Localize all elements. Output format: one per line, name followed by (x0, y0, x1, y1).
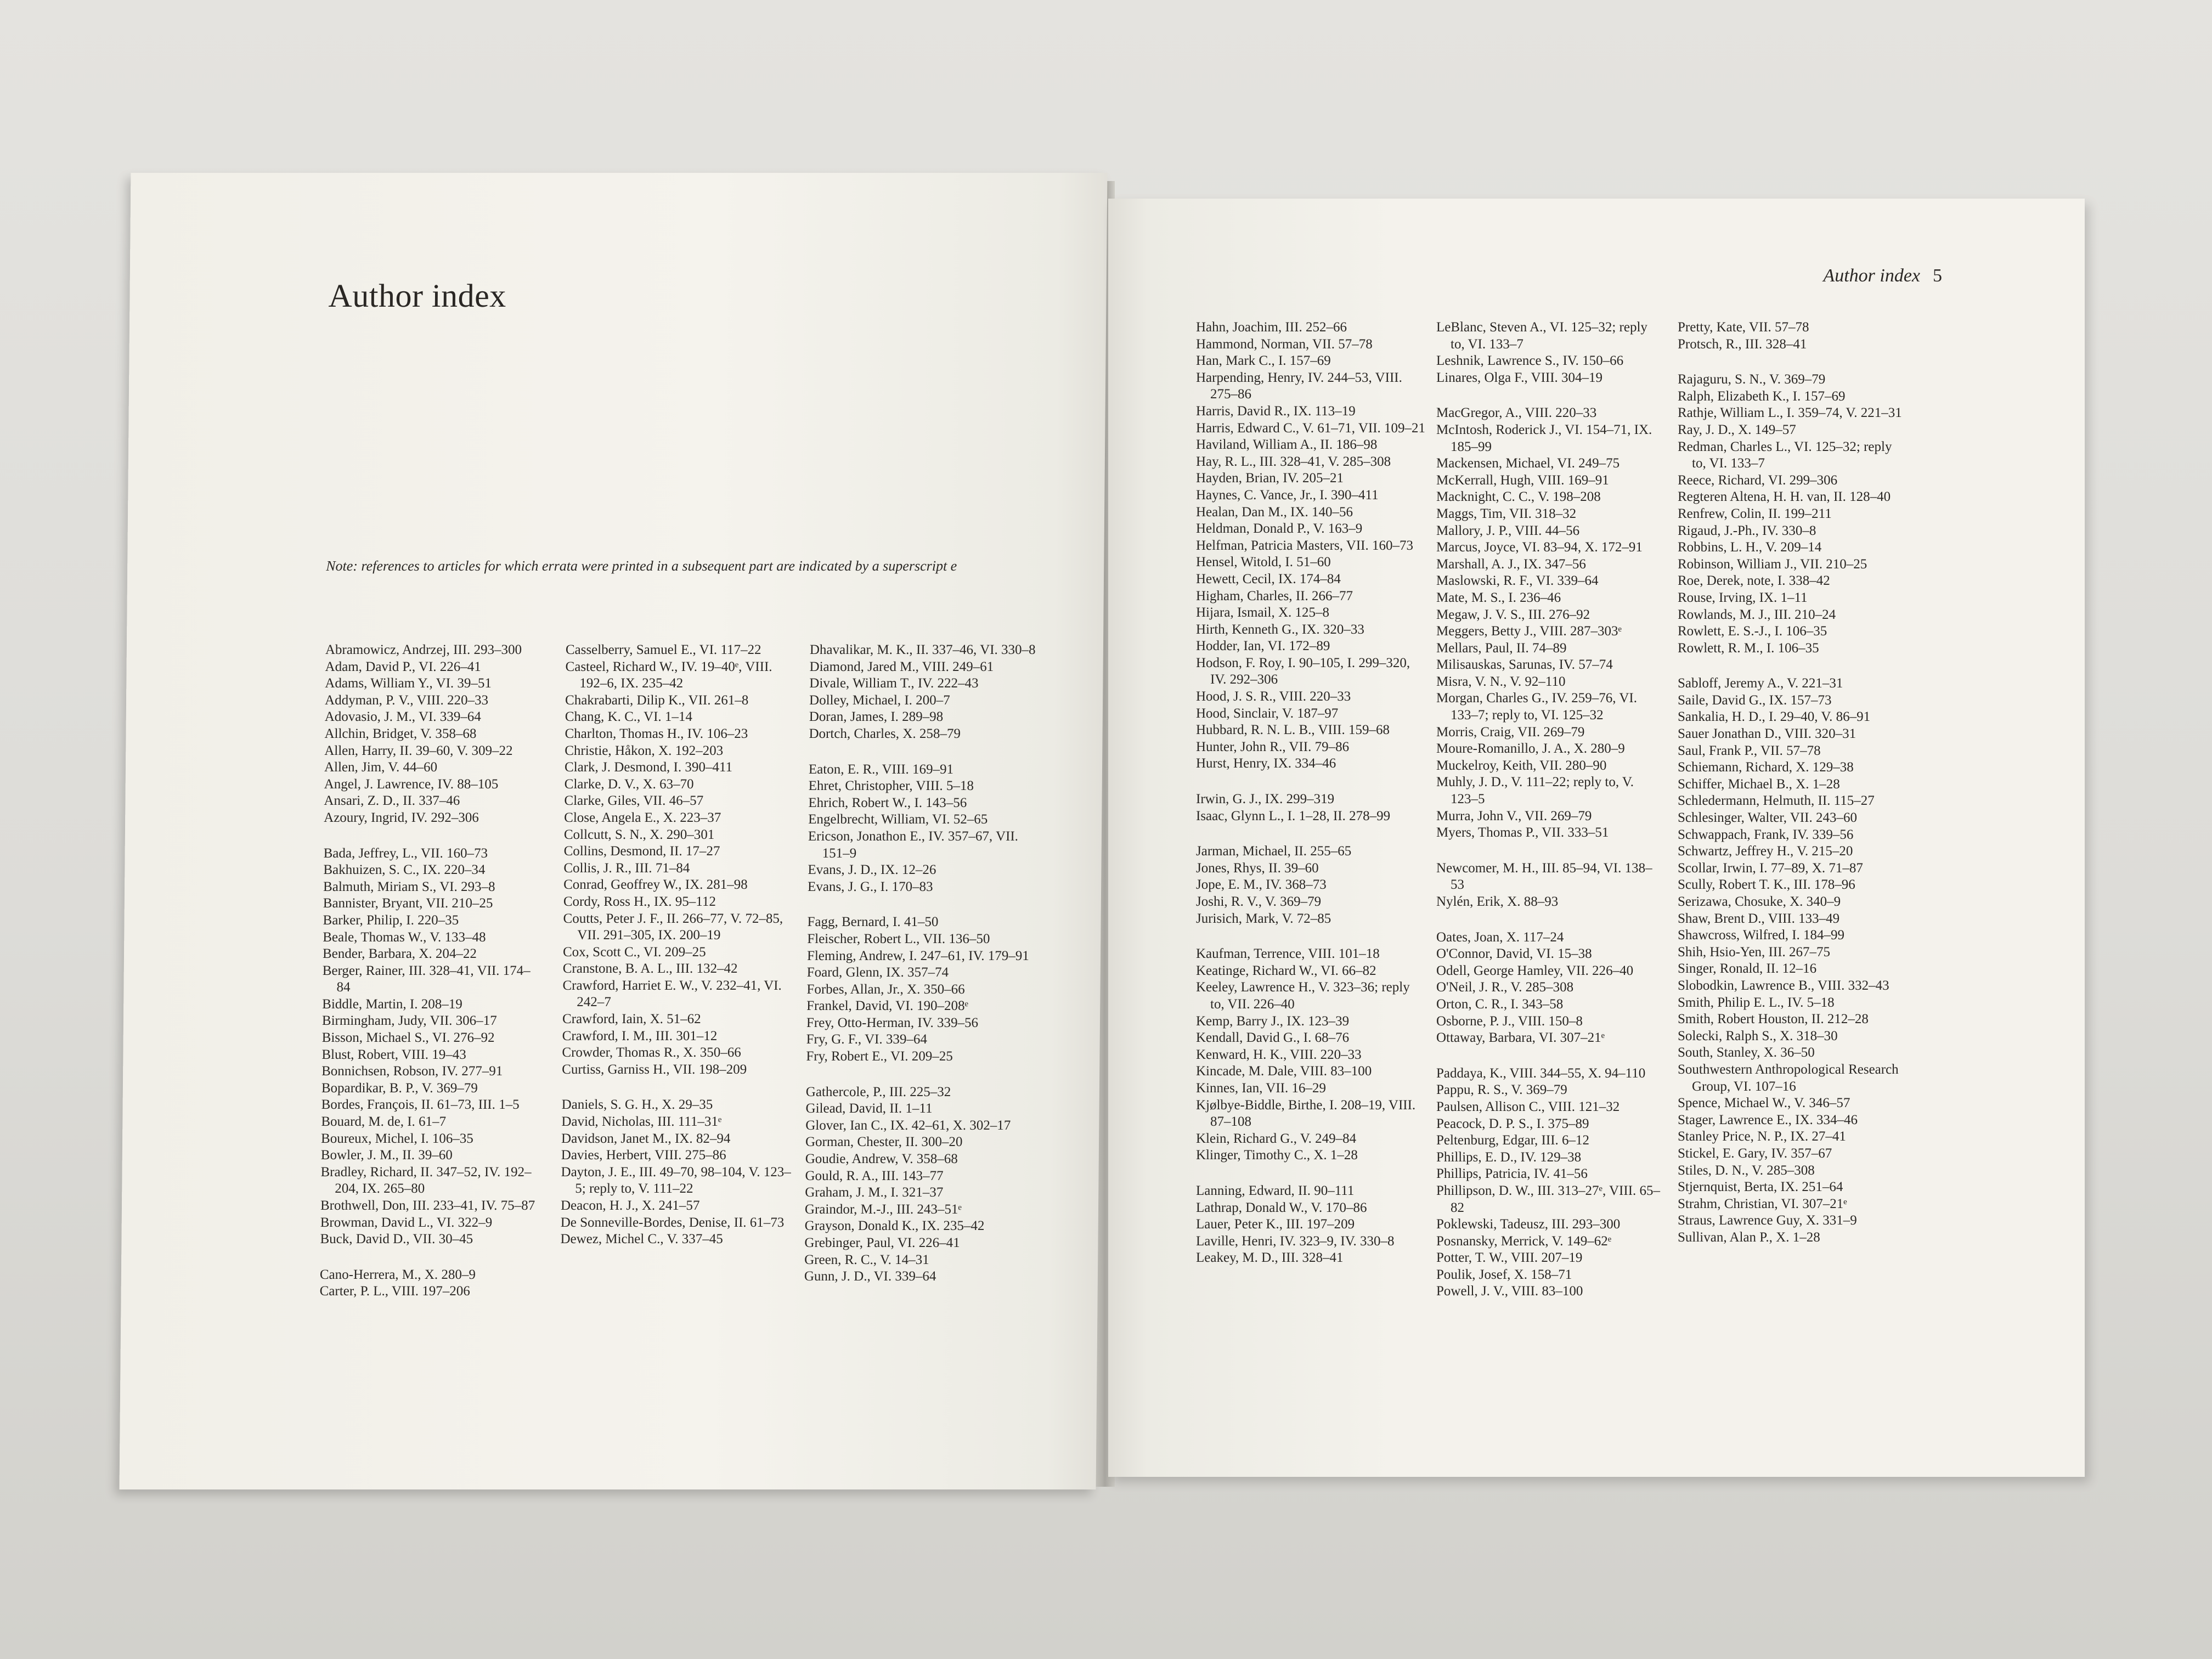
index-entry: Bowler, J. M., II. 39–60 (320, 1148, 453, 1163)
index-entry: Clarke, D. V., X. 63–70 (564, 776, 694, 792)
index-entry: Heldman, Donald P., V. 163–9 (1196, 521, 1363, 537)
index-entry: Rowlands, M. J., III. 210–24 (1678, 607, 1836, 622)
index-entry: Browman, David L., VI. 322–9 (320, 1215, 493, 1230)
index-entry: Harris, Edward C., V. 61–71, VII. 109–21 (1196, 420, 1426, 436)
index-entry: Smith, Robert Houston, II. 212–28 (1678, 1012, 1869, 1027)
index-entry: Kinnes, Ian, VII. 16–29 (1196, 1080, 1326, 1096)
index-entry: Adam, David P., VI. 226–41 (325, 659, 482, 674)
index-entry: Stiles, D. N., V. 285–308 (1678, 1163, 1815, 1178)
index-entry: Nylén, Erik, X. 88–93 (1436, 894, 1559, 909)
index-entry: Hubbard, R. N. L. B., VIII. 159–68 (1196, 723, 1390, 738)
index-entry: Robbins, L. H., V. 209–14 (1678, 540, 1822, 555)
index-entry: Shawcross, Wilfred, I. 184–99 (1678, 928, 1845, 943)
index-entry: Poulik, Josef, X. 158–71 (1436, 1267, 1572, 1282)
index-entry: Phillipson, D. W., III. 313–27ᵉ, VIII. 65–82 (1436, 1183, 1661, 1215)
index-entry: Daniels, S. G. H., X. 29–35 (561, 1097, 713, 1113)
index-entry: Fagg, Bernard, I. 41–50 (807, 915, 939, 930)
index-entry: Brothwell, Don, III. 233–41, IV. 75–87 (320, 1198, 535, 1213)
index-entry: Peacock, D. P. S., I. 375–89 (1436, 1116, 1589, 1131)
index-entry: Southwestern Anthropological Research Group, VI. 107–16 (1678, 1062, 1899, 1094)
index-entry: Clarke, Giles, VII. 46–57 (564, 793, 704, 809)
index-entry: Jarman, Michael, II. 255–65 (1196, 844, 1352, 859)
index-entry: Fleming, Andrew, I. 247–61, IV. 179–91 (806, 948, 1029, 963)
index-entry: Sabloff, Jeremy A., V. 221–31 (1678, 676, 1843, 691)
index-entry: Hammond, Norman, VII. 57–78 (1196, 336, 1373, 352)
index-entry: Dewez, Michel C., V. 337–45 (560, 1232, 723, 1247)
index-entry: Potter, T. W., VIII. 207–19 (1436, 1250, 1583, 1266)
index-entry: Collis, J. R., III. 71–84 (563, 860, 690, 876)
index-entry: Davidson, Janet M., IX. 82–94 (561, 1131, 731, 1146)
index-entry: Spence, Michael W., V. 346–57 (1678, 1096, 1850, 1111)
index-entry: Frey, Otto-Herman, IV. 339–56 (806, 1015, 979, 1030)
index-entry: Jope, E. M., IV. 368–73 (1196, 877, 1327, 893)
index-entry: Allen, Harry, II. 39–60, V. 309–22 (324, 743, 513, 758)
index-entry: Abramowicz, Andrzej, III. 293–300 (325, 642, 522, 657)
index-entry: LeBlanc, Steven A., VI. 125–32; reply to, VI. 133–7 (1436, 320, 1647, 352)
letter-group-gap (1678, 657, 1908, 675)
index-entry: Foard, Glenn, IX. 357–74 (806, 965, 949, 980)
index-entry: Kjølbye-Biddle, Birthe, I. 208–19, VIII. 87–108 (1196, 1097, 1416, 1130)
index-entry: McKerrall, Hugh, VIII. 169–91 (1436, 472, 1609, 488)
index-entry: Rigaud, J.-Ph., IV. 330–8 (1678, 523, 1816, 538)
index-entry: Bordes, François, II. 61–73, III. 1–5 (321, 1097, 520, 1113)
index-entry: Sauer Jonathan D., VIII. 320–31 (1678, 726, 1857, 742)
index-entry: Paddaya, K., VIII. 344–55, X. 94–110 (1436, 1065, 1646, 1081)
index-entry: Kaufman, Terrence, VIII. 101–18 (1196, 946, 1380, 962)
index-entry: Linares, Olga F., VIII. 304–19 (1436, 370, 1603, 385)
right-page (1108, 199, 2085, 1477)
index-entry: Graham, J. M., I. 321–37 (805, 1185, 944, 1200)
index-entry: Smith, Philip E. L., IV. 5–18 (1678, 995, 1835, 1010)
index-entry: Azoury, Ingrid, IV. 292–306 (324, 810, 479, 825)
index-entry: Peltenburg, Edgar, III. 6–12 (1436, 1133, 1590, 1148)
index-column-4 (1196, 319, 1426, 1267)
index-entry: Saile, David G., IX. 157–73 (1678, 692, 1832, 708)
index-entry: McIntosh, Roderick J., VI. 154–71, IX. 185–99 (1436, 422, 1652, 454)
index-entry: Berger, Rainer, III. 328–41, VII. 174–84 (322, 963, 531, 995)
index-entry: Balmuth, Miriam S., VI. 293–8 (323, 879, 495, 894)
letter-group-gap (1196, 927, 1426, 946)
index-entry: Saul, Frank P., VII. 57–78 (1678, 743, 1821, 758)
index-entry: Gathercole, P., III. 225–32 (805, 1084, 951, 1099)
index-entry: Gorman, Chester, II. 300–20 (805, 1135, 963, 1150)
index-entry: Macknight, C. C., V. 198–208 (1436, 489, 1601, 505)
index-entry: Schwartz, Jeffrey H., V. 215–20 (1678, 844, 1853, 859)
index-entry: Schlesinger, Walter, VII. 243–60 (1678, 810, 1857, 826)
index-entry: Myers, Thomas P., VII. 333–51 (1436, 825, 1609, 840)
index-entry: Marcus, Joyce, VI. 83–94, X. 172–91 (1436, 540, 1643, 555)
index-entry: South, Stanley, X. 36–50 (1678, 1045, 1815, 1060)
letter-group-gap (1196, 1164, 1426, 1183)
index-entry: Bradley, Richard, II. 347–52, IV. 192–204, IX. 265–80 (320, 1164, 532, 1197)
index-entry: Kemp, Barry J., IX. 123–39 (1196, 1013, 1350, 1029)
index-entry: Bada, Jeffrey, L., VII. 160–73 (323, 845, 488, 861)
index-entry: Chakrabarti, Dilip K., VII. 261–8 (565, 692, 749, 708)
index-entry: Collcutt, S. N., X. 290–301 (563, 827, 715, 842)
index-entry: Rathje, William L., I. 359–74, V. 221–31 (1678, 405, 1902, 421)
index-entry: Gilead, David, II. 1–11 (805, 1101, 933, 1116)
index-entry: Dhavalikar, M. K., II. 337–46, VI. 330–8 (809, 642, 1036, 657)
index-entry: Rouse, Irving, IX. 1–11 (1678, 590, 1808, 605)
index-entry: Hirth, Kenneth G., IX. 320–33 (1196, 622, 1364, 637)
index-entry: Keatinge, Richard W., VI. 66–82 (1196, 963, 1376, 978)
index-entry: Powell, J. V., VIII. 83–100 (1436, 1284, 1583, 1299)
index-entry: Hijara, Ismail, X. 125–8 (1196, 605, 1330, 620)
index-entry: Maslowski, R. F., VI. 339–64 (1436, 573, 1599, 589)
index-entry: Jones, Rhys, II. 39–60 (1196, 860, 1319, 876)
index-entry: Coutts, Peter J. F., II. 266–77, V. 72–85, VII. 291–305, IX. 200–19 (563, 911, 783, 943)
index-entry: Curtiss, Garniss H., VII. 198–209 (562, 1062, 747, 1077)
index-entry: Deacon, H. J., X. 241–57 (560, 1198, 700, 1213)
index-entry: Serizawa, Chosuke, X. 340–9 (1678, 894, 1841, 909)
index-entry: Renfrew, Colin, II. 199–211 (1678, 506, 1832, 521)
index-entry: Forbes, Allan, Jr., X. 350–66 (806, 981, 965, 997)
index-entry: Schledermann, Helmuth, II. 115–27 (1678, 793, 1875, 809)
index-entry: Muhly, J. D., V. 111–22; reply to, V. 123–5 (1436, 775, 1634, 807)
index-entry: Dayton, J. E., III. 49–70, 98–104, V. 123–5; reply to, V. 111–22 (561, 1164, 791, 1197)
index-entry: Goudie, Andrew, V. 358–68 (805, 1152, 958, 1167)
index-entry: Fleischer, Robert L., VII. 136–50 (807, 931, 990, 946)
index-entry: Hayden, Brian, IV. 205–21 (1196, 471, 1344, 486)
index-entry: Posnansky, Merrick, V. 149–62ᵉ (1436, 1233, 1612, 1249)
index-entry: Fry, Robert E., VI. 209–25 (806, 1049, 953, 1064)
index-entry: Phillips, E. D., IV. 129–38 (1436, 1149, 1582, 1165)
index-entry: Harpending, Henry, IV. 244–53, VIII. 275–86 (1196, 370, 1402, 402)
index-entry: Schiffer, Michael B., X. 1–28 (1678, 776, 1840, 792)
index-entry: Hodson, F. Roy, I. 90–105, I. 299–320, IV. 292–306 (1196, 655, 1410, 687)
letter-group-gap (1436, 842, 1664, 860)
index-entry: Diamond, Jared M., VIII. 249–61 (809, 659, 994, 674)
index-entry: Carter, P. L., VIII. 197–206 (319, 1284, 471, 1299)
index-entry: Fry, G. F., VI. 339–64 (806, 1032, 928, 1047)
index-entry: Adovasio, J. M., VI. 339–64 (324, 709, 481, 725)
index-entry: Ehret, Christopher, VIII. 5–18 (808, 778, 974, 794)
index-entry: Kendall, David G., I. 68–76 (1196, 1030, 1350, 1046)
index-entry: Marshall, A. J., IX. 347–56 (1436, 556, 1586, 572)
index-entry: Gould, R. A., III. 143–77 (805, 1168, 944, 1183)
index-entry: Evans, J. D., IX. 12–26 (808, 862, 936, 878)
index-entry: Misra, V. N., V. 92–110 (1436, 674, 1566, 689)
index-entry: Bouard, M. de, I. 61–7 (321, 1114, 447, 1130)
index-entry: Scully, Robert T. K., III. 178–96 (1678, 877, 1855, 893)
index-entry: Casselberry, Samuel E., VI. 117–22 (565, 642, 761, 657)
letter-group-gap (1436, 386, 1664, 405)
index-entry: Ottaway, Barbara, VI. 307–21ᵉ (1436, 1030, 1605, 1046)
index-entry: Pretty, Kate, VII. 57–78 (1678, 320, 1809, 335)
index-entry: Mellars, Paul, II. 74–89 (1436, 640, 1567, 656)
index-entry: Kenward, H. K., VIII. 220–33 (1196, 1047, 1362, 1062)
letter-group-gap (320, 1248, 539, 1267)
index-entry: Ansari, Z. D., II. 337–46 (324, 793, 460, 809)
index-entry: Glover, Ian C., IX. 42–61, X. 302–17 (805, 1118, 1011, 1133)
index-entry: O'Connor, David, VI. 15–38 (1436, 946, 1592, 962)
index-entry: Stanley Price, N. P., IX. 27–41 (1678, 1129, 1846, 1144)
index-entry: Paulsen, Allison C., VIII. 121–32 (1436, 1099, 1620, 1114)
index-entry: Roe, Derek, note, I. 338–42 (1678, 573, 1830, 589)
index-entry: Bisson, Michael S., VI. 276–92 (321, 1030, 495, 1046)
index-entry: Rajaguru, S. N., V. 369–79 (1678, 372, 1826, 387)
index-entry: Crawford, Iain, X. 51–62 (562, 1012, 701, 1027)
page-title: Author index (328, 278, 507, 314)
index-entry: Eaton, E. R., VIII. 169–91 (808, 761, 954, 777)
index-column-3 (804, 642, 1040, 1285)
index-entry: Klein, Richard G., V. 249–84 (1196, 1131, 1357, 1146)
index-column-6 (1678, 319, 1908, 1246)
index-column-2 (560, 642, 796, 1248)
index-entry: Dortch, Charles, X. 258–79 (809, 726, 961, 741)
index-entry: Morgan, Charles G., IV. 259–76, VI. 133–7; reply to, VI. 125–32 (1436, 691, 1637, 723)
letter-group-gap (809, 743, 1039, 761)
index-entry: Christie, Håkon, X. 192–203 (565, 743, 724, 758)
index-entry: Helfman, Patricia Masters, VII. 160–73 (1196, 538, 1413, 553)
index-entry: Ericson, Jonathon E., IV. 357–67, VII. 151–9 (808, 828, 1019, 861)
index-entry: Meggers, Betty J., VIII. 287–303ᵉ (1436, 624, 1622, 639)
page-number: 5 (1933, 266, 1942, 286)
index-entry: Slobodkin, Lawrence B., VIII. 332–43 (1678, 978, 1889, 993)
index-entry: Sullivan, Alan P., X. 1–28 (1678, 1229, 1820, 1245)
index-entry: Charlton, Thomas H., IV. 106–23 (565, 726, 748, 741)
index-entry: Leshnik, Lawrence S., IV. 150–66 (1436, 353, 1624, 369)
index-entry: Muckelroy, Keith, VII. 280–90 (1436, 758, 1607, 773)
index-entry: Stjernquist, Berta, IX. 251–64 (1678, 1180, 1843, 1195)
index-entry: Clark, J. Desmond, I. 390–411 (564, 760, 733, 775)
index-entry: Allen, Jim, V. 44–60 (324, 760, 438, 775)
index-entry: Solecki, Ralph S., X. 318–30 (1678, 1028, 1838, 1043)
left-page (120, 173, 1108, 1489)
index-entry: Bopardikar, B. P., V. 369–79 (321, 1080, 478, 1096)
index-entry: Sankalia, H. D., I. 29–40, V. 86–91 (1678, 709, 1871, 725)
index-entry: Moure-Romanillo, J. A., X. 280–9 (1436, 741, 1625, 757)
index-entry: Birmingham, Judy, VII. 306–17 (321, 1013, 497, 1029)
index-entry: Chang, K. C., VI. 1–14 (565, 709, 693, 725)
letter-group-gap (808, 895, 1038, 914)
index-entry: Blust, Robert, VIII. 19–43 (321, 1047, 466, 1062)
index-entry: Redman, Charles L., VI. 125–32; reply to, VI. 133–7 (1678, 439, 1892, 471)
index-entry: Crawford, I. M., III. 301–12 (562, 1028, 718, 1043)
index-entry: Joshi, R. V., V. 369–79 (1196, 894, 1322, 909)
index-entry: Mate, M. S., I. 236–46 (1436, 590, 1561, 605)
letter-group-gap (806, 1065, 1036, 1084)
index-entry: Rowlett, R. M., I. 106–35 (1678, 640, 1819, 656)
index-entry: Evans, J. G., I. 170–83 (807, 879, 933, 894)
index-entry: Hensel, Witold, I. 51–60 (1196, 555, 1331, 570)
index-entry: Allchin, Bridget, V. 358–68 (324, 726, 477, 741)
index-entry: Divale, William T., IV. 222–43 (809, 676, 979, 691)
index-entry: Maggs, Tim, VII. 318–32 (1436, 506, 1577, 521)
index-entry: Phillips, Patricia, IV. 41–56 (1436, 1166, 1588, 1182)
index-entry: Irwin, G. J., IX. 299–319 (1196, 792, 1335, 807)
index-entry: Straus, Lawrence Guy, X. 331–9 (1678, 1213, 1857, 1228)
index-entry: MacGregor, A., VIII. 220–33 (1436, 405, 1597, 421)
index-entry: Keeley, Lawrence H., V. 323–36; reply to, VII. 226–40 (1196, 980, 1410, 1012)
index-entry: Bonnichsen, Robson, IV. 277–91 (321, 1064, 503, 1079)
index-entry: Bannister, Bryant, VII. 210–25 (323, 896, 493, 911)
index-entry: Regteren Altena, H. H. van, II. 128–40 (1678, 489, 1891, 505)
index-entry: Dolley, Michael, I. 200–7 (809, 692, 950, 708)
index-entry: Han, Mark C., I. 157–69 (1196, 353, 1331, 369)
index-entry: Osborne, P. J., VIII. 150–8 (1436, 1013, 1583, 1029)
index-entry: Odell, George Hamley, VII. 226–40 (1436, 963, 1634, 978)
index-entry: David, Nicholas, III. 111–31ᵉ (561, 1114, 722, 1130)
index-entry: Biddle, Martin, I. 208–19 (322, 996, 462, 1012)
index-entry: Collins, Desmond, II. 17–27 (563, 844, 720, 859)
index-entry: Hodder, Ian, VI. 172–89 (1196, 639, 1330, 654)
index-entry: Hood, J. S. R., VIII. 220–33 (1196, 689, 1351, 704)
index-entry: Singer, Ronald, II. 12–16 (1678, 961, 1817, 977)
index-entry: Addyman, P. V., VIII. 220–33 (324, 692, 489, 708)
index-entry: Green, R. C., V. 14–31 (804, 1252, 929, 1267)
index-entry: Milisauskas, Sarunas, IV. 57–74 (1436, 657, 1613, 673)
index-entry: Doran, James, I. 289–98 (809, 709, 944, 725)
index-entry: Angel, J. Lawrence, IV. 88–105 (324, 776, 499, 792)
index-entry: Orton, C. R., I. 343–58 (1436, 996, 1564, 1012)
errata-note: Note: references to articles for which errata were printed in a subsequent part are indicated by a superscript e (326, 558, 957, 574)
index-entry: Hunter, John R., VII. 79–86 (1196, 739, 1350, 754)
index-entry: Cox, Scott C., VI. 209–25 (562, 944, 706, 960)
index-entry: Bender, Barbara, X. 204–22 (322, 946, 477, 962)
index-entry: Bakhuizen, S. C., IX. 220–34 (323, 862, 486, 878)
index-entry: Robinson, William J., VII. 210–25 (1678, 556, 1867, 572)
index-entry: Cranstone, B. A. L., III. 132–42 (562, 961, 738, 977)
index-entry: Graindor, M.-J., III. 243–51ᵉ (804, 1201, 962, 1217)
index-entry: Shaw, Brent D., VIII. 133–49 (1678, 911, 1840, 926)
index-entry: O'Neil, J. R., V. 285–308 (1436, 980, 1574, 995)
letter-group-gap (562, 1078, 792, 1097)
index-entry: Stager, Lawrence E., IX. 334–46 (1678, 1112, 1858, 1127)
index-entry: Boureux, Michel, I. 106–35 (320, 1131, 473, 1146)
index-column-5 (1436, 319, 1664, 1300)
index-entry: Hahn, Joachim, III. 252–66 (1196, 320, 1347, 335)
index-entry: Engelbrecht, William, VI. 52–65 (808, 812, 988, 827)
index-entry: Mackensen, Michael, VI. 249–75 (1436, 456, 1620, 471)
index-entry: Healan, Dan M., IX. 140–56 (1196, 504, 1353, 520)
index-entry: Isaac, Glynn L., I. 1–28, II. 278–99 (1196, 808, 1391, 823)
letter-group-gap (1678, 353, 1908, 371)
index-entry: Crowder, Thomas R., X. 350–66 (562, 1045, 741, 1060)
letter-group-gap (1196, 825, 1426, 843)
letter-group-gap (1196, 772, 1426, 791)
index-entry: Beale, Thomas W., V. 133–48 (323, 929, 486, 945)
letter-group-gap (1436, 1047, 1664, 1065)
index-entry: Lauer, Peter K., III. 197–209 (1196, 1217, 1355, 1232)
index-entry: Morris, Craig, VII. 269–79 (1436, 724, 1585, 740)
index-entry: Strahm, Christian, VI. 307–21ᵉ (1678, 1196, 1847, 1211)
index-entry: Shih, Hsio-Yen, III. 267–75 (1678, 944, 1831, 960)
index-entry: Davies, Herbert, VIII. 275–86 (561, 1148, 726, 1163)
index-entry: Barker, Philip, I. 220–35 (323, 912, 459, 928)
index-entry: Hurst, Henry, IX. 334–46 (1196, 756, 1336, 771)
index-entry: Scollar, Irwin, I. 77–89, X. 71–87 (1678, 860, 1863, 876)
index-entry: Lanning, Edward, II. 90–111 (1196, 1183, 1355, 1198)
index-entry: Haynes, C. Vance, Jr., I. 390–411 (1196, 487, 1379, 503)
index-entry: Laville, Henri, IV. 323–9, IV. 330–8 (1196, 1233, 1395, 1249)
index-entry: Schwappach, Frank, IV. 339–56 (1678, 827, 1854, 842)
index-column-1 (320, 642, 545, 1300)
index-entry: Ralph, Elizabeth K., I. 157–69 (1678, 388, 1846, 404)
index-entry: Megaw, J. V. S., III. 276–92 (1436, 607, 1590, 622)
index-entry: Lathrap, Donald W., V. 170–86 (1196, 1200, 1367, 1215)
index-entry: Hay, R. L., III. 328–41, V. 285–308 (1196, 454, 1391, 469)
index-entry: Conrad, Geoffrey W., IX. 281–98 (563, 877, 748, 893)
index-entry: Ray, J. D., X. 149–57 (1678, 422, 1796, 437)
index-entry: Haviland, William A., II. 186–98 (1196, 437, 1378, 453)
index-entry: De Sonneville-Bordes, Denise, II. 61–73 (560, 1215, 785, 1230)
index-entry: Kincade, M. Dale, VIII. 83–100 (1196, 1064, 1372, 1079)
index-entry: Poklewski, Tadeusz, III. 293–300 (1436, 1217, 1621, 1232)
index-entry: Harris, David R., IX. 113–19 (1196, 403, 1356, 419)
index-entry: Leakey, M. D., III. 328–41 (1196, 1250, 1344, 1266)
index-entry: Crawford, Harriet E. W., V. 232–41, VI. 242–7 (562, 978, 782, 1010)
index-entry: Cordy, Ross H., IX. 95–112 (563, 894, 716, 909)
index-entry: Frankel, David, VI. 190–208ᵉ (806, 998, 969, 1014)
index-entry: Close, Angela E., X. 223–37 (564, 810, 721, 825)
index-entry: Gunn, J. D., VI. 339–64 (804, 1269, 936, 1284)
index-entry: Casteel, Richard W., IV. 19–40ᵉ, VIII. 192–6, IX. 235–42 (565, 659, 772, 691)
index-entry: Newcomer, M. H., III. 85–94, VI. 138–53 (1436, 860, 1652, 893)
index-entry: Murra, John V., VII. 269–79 (1436, 808, 1592, 823)
letter-group-gap (1436, 911, 1664, 929)
running-head: Author index (1823, 266, 1920, 286)
index-entry: Ehrich, Robert W., I. 143–56 (808, 795, 967, 810)
index-entry: Reece, Richard, VI. 299–306 (1678, 472, 1838, 488)
index-entry: Hewett, Cecil, IX. 174–84 (1196, 571, 1341, 586)
index-entry: Adams, William Y., VI. 39–51 (325, 676, 492, 691)
index-entry: Buck, David D., VII. 30–45 (320, 1232, 473, 1247)
index-entry: Grebinger, Paul, VI. 226–41 (804, 1235, 960, 1250)
index-entry: Protsch, R., III. 328–41 (1678, 336, 1807, 352)
index-entry: Stickel, E. Gary, IV. 357–67 (1678, 1146, 1832, 1161)
index-entry: Schiemann, Richard, X. 129–38 (1678, 760, 1854, 775)
index-entry: Rowlett, E. S.-J., I. 106–35 (1678, 624, 1827, 639)
index-entry: Cano-Herrera, M., X. 280–9 (319, 1267, 476, 1282)
index-entry: Oates, Joan, X. 117–24 (1436, 929, 1564, 945)
index-entry: Klinger, Timothy C., X. 1–28 (1196, 1148, 1358, 1163)
index-entry: Hood, Sinclair, V. 187–97 (1196, 706, 1339, 721)
index-entry: Jurisich, Mark, V. 72–85 (1196, 911, 1331, 926)
index-entry: Higham, Charles, II. 266–77 (1196, 588, 1353, 603)
index-entry: Grayson, Donald K., IX. 235–42 (804, 1218, 985, 1234)
index-entry: Pappu, R. S., V. 369–79 (1436, 1082, 1567, 1098)
index-entry: Mallory, J. P., VIII. 44–56 (1436, 523, 1580, 538)
letter-group-gap (324, 827, 543, 845)
